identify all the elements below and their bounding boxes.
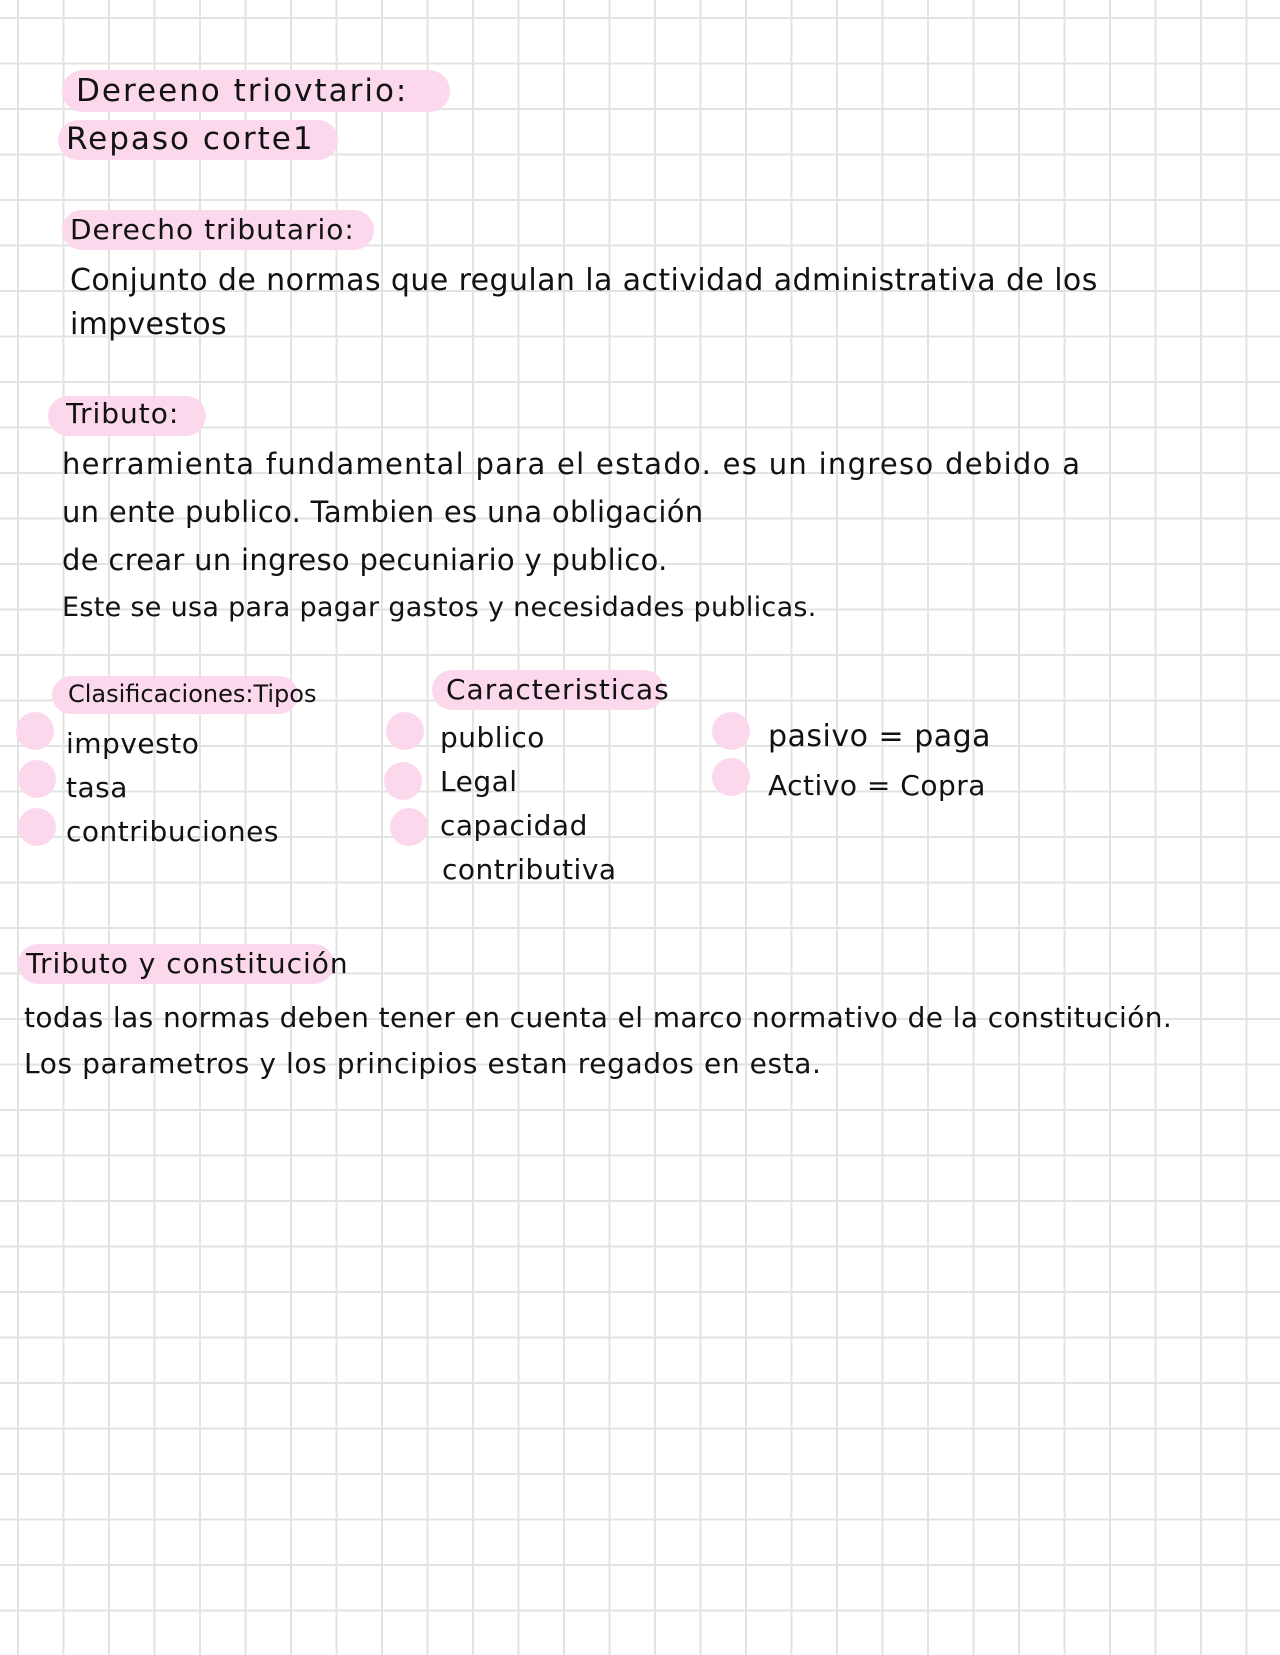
sujeto-pasivo: pasivo = paga: [768, 719, 992, 754]
bullet-dot: [384, 762, 422, 800]
tributo-line-3: de crear un ingreso pecuniario y publico.: [62, 543, 668, 577]
caracteristicas-item-4: contributiva: [442, 853, 617, 886]
clasificaciones-item-3: contribuciones: [66, 815, 279, 848]
derecho-line-2: impvestos: [70, 307, 227, 342]
clasificaciones-heading: Clasificaciones:Tipos: [68, 680, 317, 708]
bullet-dot: [712, 758, 750, 796]
caracteristicas-heading: Caracteristicas: [446, 673, 670, 706]
clasificaciones-item-1: impvesto: [66, 727, 200, 760]
bullet-dot: [16, 712, 54, 750]
sujeto-activo: Activo = Copra: [768, 769, 986, 802]
bullet-dot: [712, 712, 750, 750]
constitucion-heading: Tributo y constitución: [26, 947, 349, 980]
constitucion-line-1: todas las normas deben tener en cuenta el marco normativo de la constitución.: [24, 1001, 1173, 1034]
tributo-heading: Tributo:: [66, 397, 180, 430]
bullet-dot: [390, 808, 428, 846]
tributo-line-1: herramienta fundamental para el estado. es un ingreso debido a: [62, 447, 1082, 481]
bullet-dot: [18, 760, 56, 798]
bullet-dot: [386, 712, 424, 750]
derecho-heading: Derecho tributario:: [70, 213, 355, 246]
caracteristicas-item-2: Legal: [440, 765, 518, 798]
caracteristicas-item-3: capacidad: [440, 809, 588, 842]
bullet-dot: [18, 808, 56, 846]
tributo-line-2: un ente publico. Tambien es una obligación: [62, 495, 704, 529]
caracteristicas-item-1: publico: [440, 721, 545, 754]
clasificaciones-item-2: tasa: [66, 771, 128, 804]
note-title: Dereeno triovtario:: [76, 73, 409, 109]
constitucion-line-2: Los parametros y los principios estan regados en esta.: [24, 1047, 822, 1080]
derecho-line-1: Conjunto de normas que regulan la actividad administrativa de los: [70, 263, 1098, 298]
tributo-line-4: Este se usa para pagar gastos y necesidades publicas.: [62, 592, 817, 623]
note-subtitle: Repaso corte1: [66, 121, 315, 157]
